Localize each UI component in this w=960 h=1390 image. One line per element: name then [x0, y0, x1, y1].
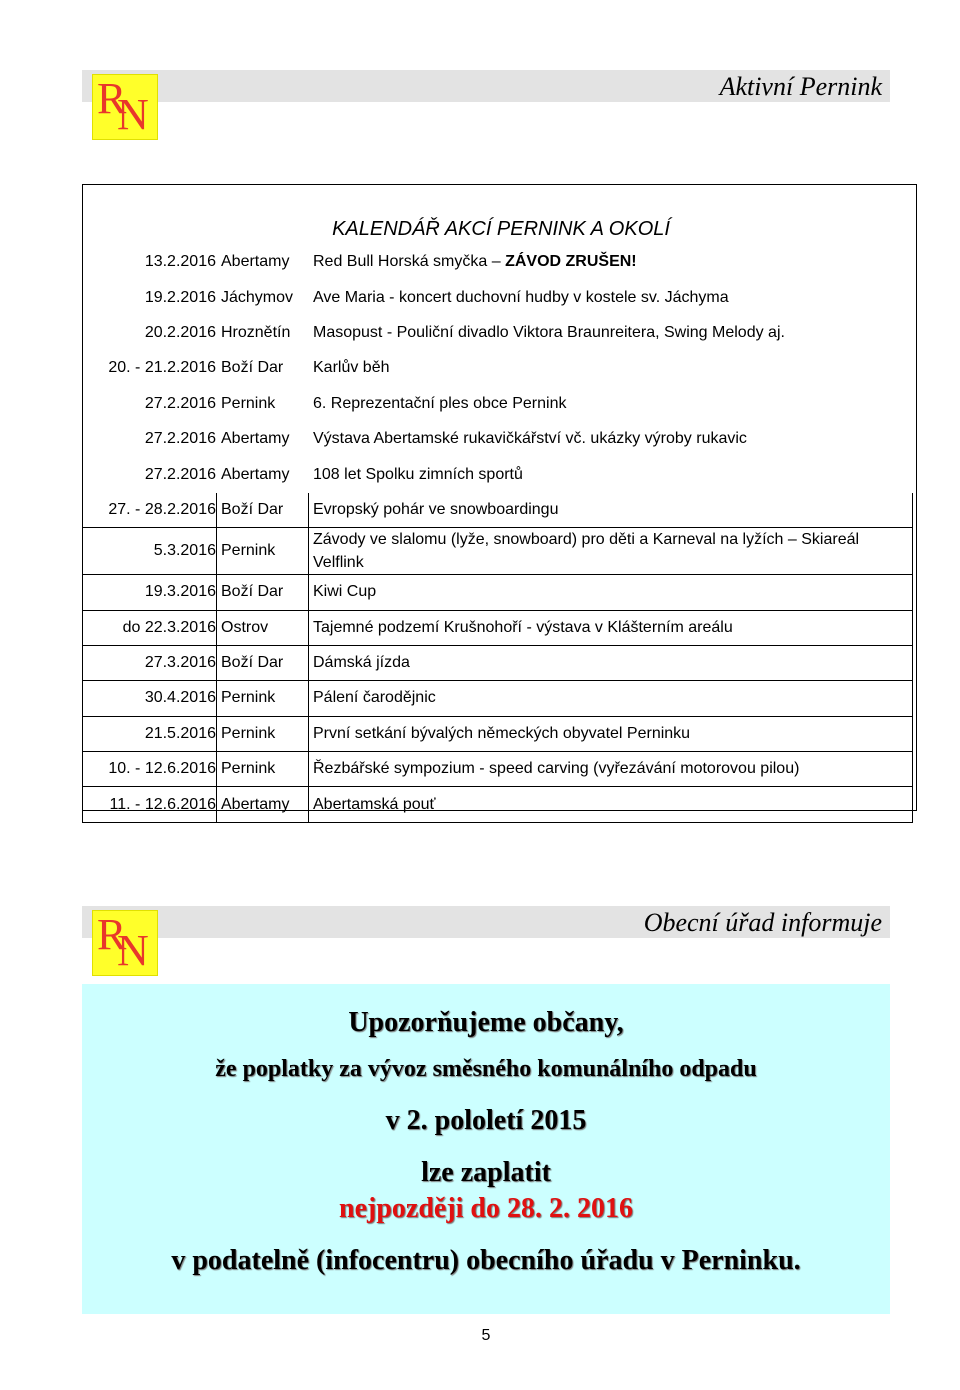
event-date: 19.2.2016	[144, 288, 216, 306]
event-name	[309, 610, 913, 645]
table-row	[83, 681, 913, 716]
table-row	[83, 280, 913, 315]
event-date: 20. - 21.2.2016	[108, 359, 216, 377]
notice-box	[82, 984, 890, 1314]
event-name	[309, 528, 913, 575]
table-row	[83, 575, 913, 610]
events-table	[82, 244, 913, 823]
event-date: 27.3.2016	[83, 645, 217, 680]
event-place: Pernink	[217, 528, 309, 575]
event-date: do 22.3.2016	[83, 610, 217, 645]
section-header-aktivni-pernink	[82, 70, 890, 102]
event-date: 13.2.2016	[144, 253, 216, 271]
event-place: Pernink	[221, 394, 276, 412]
event-place: Pernink	[217, 716, 309, 751]
event-text: Tajemné podzemí Krušnohoří - výstava v Klášterním areálu	[313, 618, 733, 636]
table-row	[83, 752, 913, 787]
table-row	[83, 421, 913, 456]
event-place: Boží Dar	[217, 575, 309, 610]
event-name	[309, 645, 913, 680]
event-text: Řezbářské sympozium - speed carving (vyřezávání motorovou pilou)	[313, 760, 800, 778]
event-place: Hroznětín	[221, 323, 291, 341]
rn-logo: R N	[92, 74, 158, 140]
table-row	[83, 315, 913, 350]
event-name	[309, 681, 913, 716]
event-name	[309, 787, 913, 822]
event-place: Pernink	[217, 752, 309, 787]
event-text: Ave Maria - koncert duchovní hudby v kostele sv. Jáchyma	[313, 288, 729, 306]
event-status: ZÁVOD ZRUŠEN!	[505, 253, 637, 271]
event-place: Abertamy	[221, 253, 290, 271]
event-place: Boží Dar	[217, 492, 309, 527]
section-header-obecni-urad	[82, 906, 890, 938]
page-number: 5	[481, 1327, 491, 1344]
event-date: 21.5.2016	[83, 716, 217, 751]
event-place: Boží Dar	[217, 645, 309, 680]
event-name	[309, 315, 913, 350]
calendar-title: KALENDÁŘ AKCÍ PERNINK A OKOLÍ	[332, 218, 670, 240]
event-text: 108 let Spolku zimních sportů	[313, 465, 523, 483]
event-place: Pernink	[217, 681, 309, 716]
event-date: 20.2.2016	[144, 323, 216, 341]
event-date: 11. - 12.6.2016	[83, 787, 217, 822]
event-text: Kiwi Cup	[313, 583, 377, 601]
event-text: Závody ve slalomu (lyže, snowboard) pro děti a Karneval na lyžích – Skiareál Velflink	[313, 531, 860, 572]
event-name	[309, 421, 913, 456]
event-name	[309, 280, 913, 315]
table-row	[83, 457, 913, 492]
table-row	[83, 645, 913, 680]
event-text: První setkání bývalých německých obyvatel Perninku	[313, 724, 691, 742]
event-date: 27. - 28.2.2016	[83, 492, 217, 527]
event-name	[309, 457, 913, 492]
table-row	[83, 351, 913, 386]
rn-logo: R N	[92, 910, 158, 976]
section-title: Aktivní Pernink	[719, 72, 882, 101]
event-text: Karlův běh	[313, 359, 390, 377]
event-name	[309, 492, 913, 527]
notice-line-2: že poplatky za vývoz směsného komunálního odpadu	[215, 1056, 757, 1082]
event-date: 19.3.2016	[83, 575, 217, 610]
event-name	[309, 716, 913, 751]
notice-line-6: v podatelně (infocentru) obecního úřadu v Perninku.	[171, 1245, 801, 1276]
notice-line-1: Upozorňujeme občany,	[348, 1007, 624, 1038]
event-name	[309, 351, 913, 386]
event-text: Abertamská pouť	[313, 795, 436, 813]
event-name	[309, 752, 913, 787]
event-date: 30.4.2016	[83, 681, 217, 716]
event-date: 27.2.2016	[144, 430, 216, 448]
event-place: Ostrov	[217, 610, 309, 645]
event-place: Boží Dar	[221, 359, 284, 377]
table-row	[83, 787, 913, 822]
notice-deadline: nejpozději do 28. 2. 2016	[339, 1193, 633, 1224]
table-row	[83, 492, 913, 527]
table-row	[83, 610, 913, 645]
event-date: 27.2.2016	[144, 465, 216, 483]
event-date: 5.3.2016	[83, 528, 217, 575]
event-date: 27.2.2016	[144, 394, 216, 412]
table-row	[83, 245, 913, 280]
event-date: 10. - 12.6.2016	[83, 752, 217, 787]
event-text: Masopust - Pouliční divadlo Viktora Braunreitera, Swing Melody aj.	[313, 323, 785, 341]
event-text: Red Bull Horská smyčka –	[313, 253, 506, 271]
event-text: Pálení čarodějnic	[313, 689, 436, 707]
event-text: Evropský pohár ve snowboardingu	[313, 500, 559, 518]
table-row	[83, 528, 913, 575]
table-row	[83, 386, 913, 421]
event-place: Jáchymov	[221, 288, 294, 306]
event-text: Výstava Abertamské rukavičkářství vč. ukázky výroby rukavic	[313, 430, 747, 448]
event-name	[309, 575, 913, 610]
event-text: 6. Reprezentační ples obce Pernink	[313, 394, 567, 412]
section-title: Obecní úřad informuje	[643, 908, 882, 937]
notice-line-3: v 2. pololetí 2015	[385, 1105, 587, 1136]
event-place: Abertamy	[221, 465, 290, 483]
event-place: Abertamy	[221, 430, 290, 448]
notice-line-4: lze zaplatit	[421, 1157, 551, 1188]
table-row	[83, 716, 913, 751]
event-name	[309, 386, 913, 421]
event-text: Dámská jízda	[313, 654, 410, 672]
event-place: Abertamy	[217, 787, 309, 822]
event-name	[309, 245, 913, 280]
